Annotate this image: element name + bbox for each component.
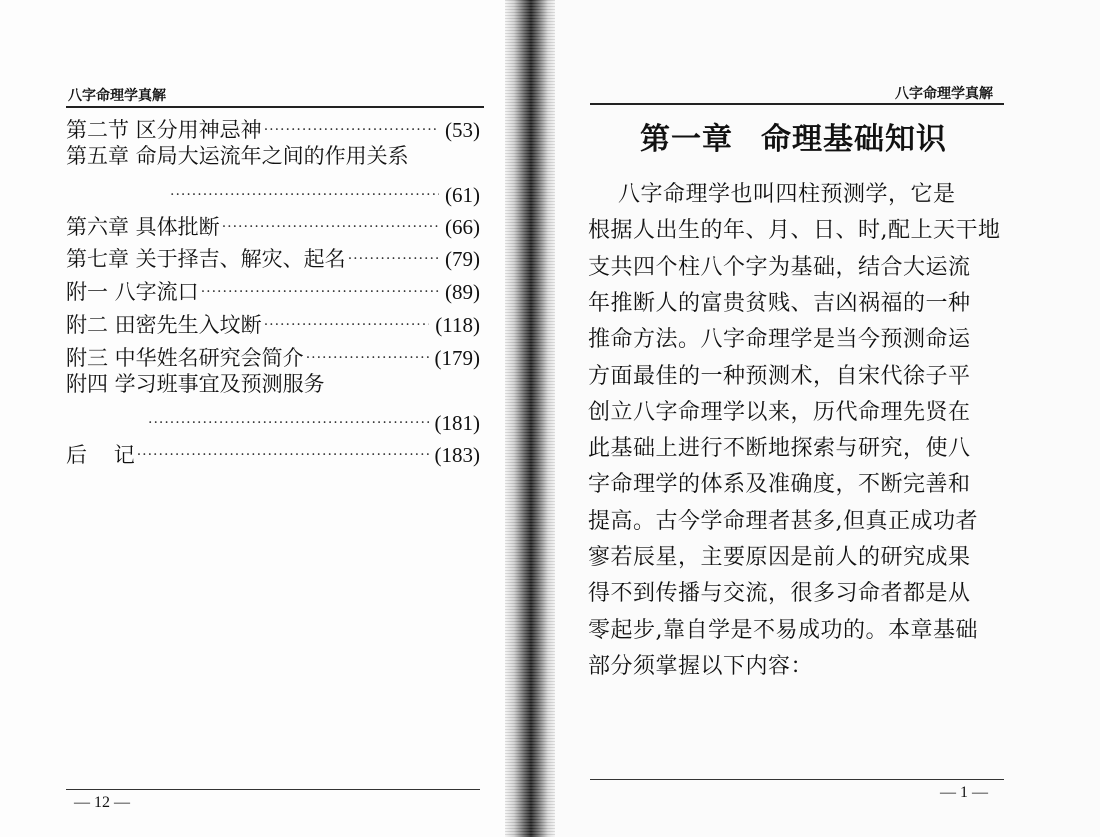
toc-entry-page: (89) [445,280,480,304]
right-page-number: — 1 — [940,784,988,801]
book-gutter [505,0,555,837]
toc-entry-continuation[interactable] [146,404,480,436]
toc-entry-page: (61) [445,183,480,207]
toc-entry-continuation[interactable] [168,176,480,208]
leader-dots [170,178,439,204]
toc-entry-page: (181) [434,411,480,435]
paragraph-line: 年推断人的富贵贫贱、吉凶祸福的一种 [588,290,971,316]
leader-dots [348,242,439,268]
left-page-number: — 12 — [74,794,130,811]
left-header-rule [66,106,484,108]
right-header-rule [590,103,1004,105]
paragraph-line: 寥若辰星，主要原因是前人的研究成果 [588,545,971,570]
chapter-number: 第一章 [640,122,733,157]
chapter-title [640,114,947,158]
toc-entry-page: (53) [445,118,480,142]
toc-entry-page: (118) [435,313,480,337]
toc-entry-page: (179) [434,346,480,370]
leader-dots [201,275,439,301]
toc-entry-label: 附四 学习班事宜及预测服务 [66,372,325,396]
toc-entry-label: 附三 中华姓名研究会简介 [66,346,304,370]
paragraph-line: 根据人出生的年、月、日、时,配上天干地 [588,218,1001,244]
toc-entry-label: 后 记 [66,443,135,467]
paragraph-line: 支共四个柱八个字为基础，结合大运流 [588,254,971,280]
right-running-head: 八字命理学真解 [895,86,993,102]
toc-entry-page: (183) [434,443,480,467]
paragraph-line: 字命理学的体系及准确度，不断完善和 [588,472,971,498]
leader-dots [148,406,429,432]
toc-entry-page: (79) [445,247,480,271]
leader-dots [222,210,439,236]
toc-entry[interactable] [66,339,480,371]
left-running-head: 八字命理学真解 [68,88,166,104]
paragraph-line: 方面最佳的一种预测术，自宋代徐子平 [588,363,971,389]
toc-entry[interactable] [66,371,486,403]
paragraph-line: 部分须掌握以下内容： [588,653,814,679]
paragraph-line: 八字命理学也叫四柱预测学，它是 [588,182,956,207]
leader-dots [137,438,429,464]
left-footer-rule [66,789,480,790]
leader-dots [264,113,439,139]
toc-entry[interactable] [66,143,486,175]
paragraph-line: 推命方法。八字命理学是当今预测命运 [588,327,971,353]
paragraph-line: 得不到传播与交流，很多习命者都是从 [588,581,971,607]
toc-entry[interactable] [66,306,480,338]
toc-entry[interactable] [66,273,480,305]
toc-entry-label: 第五章 命局大运流年之间的作用关系 [66,144,409,168]
paragraph-line: 零起步,靠自学是不易成功的。本章基础 [588,617,978,643]
toc-entry-label: 第七章 关于择吉、解灾、起名 [66,247,346,271]
paragraph-line: 创立八字命理学以来，历代命理先贤在 [588,399,971,425]
toc-entry-label: 附二 田密先生入坟断 [66,313,262,337]
toc-entry-page: (66) [445,215,480,239]
toc-entry[interactable] [66,436,480,468]
paragraph-line: 此基础上进行不断地探索与研究，使八 [588,436,971,462]
paragraph-line: 提高。古今学命理者甚多,但真正成功者 [588,508,978,534]
toc-entry[interactable] [66,111,480,143]
toc-entry-label: 第二节 区分用神忌神 [66,118,262,142]
leader-dots [306,341,429,367]
toc-entry-label: 第六章 具体批断 [66,215,220,239]
right-footer-rule [590,779,1004,780]
toc-entry[interactable] [66,240,480,272]
toc-entry-label: 附一 八字流口 [66,280,199,304]
chapter-name: 命理基础知识 [761,122,947,157]
leader-dots [264,308,430,334]
toc-entry[interactable] [66,208,480,240]
